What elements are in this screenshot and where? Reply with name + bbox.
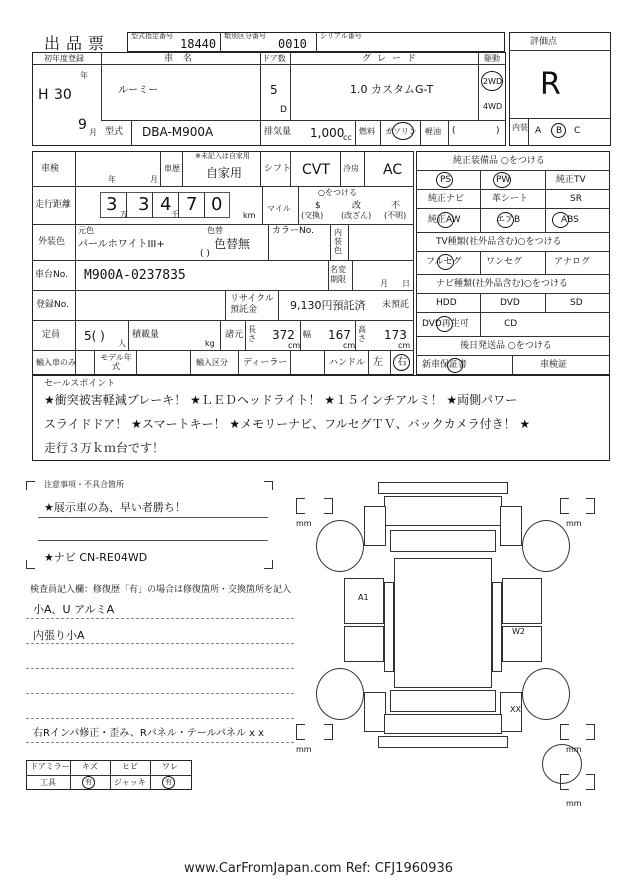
fuel: ガソリン — [385, 127, 417, 136]
sales-line-2: スライドドア！ ★スマートキー！ ★メモリーナビ、フルセグＴＶ、バックカメラ付き！ ★ — [44, 417, 531, 431]
tools-h3: ヒビ — [122, 762, 138, 771]
shift-label: シフト — [264, 164, 292, 174]
displacement: 1,000 — [310, 126, 345, 140]
year-unit: 年 — [80, 71, 88, 80]
sales-label: セールスポイント — [44, 379, 116, 389]
fuel-circle — [392, 122, 414, 140]
first-reg-label: 初年度登録 — [44, 54, 84, 63]
navi-cd: CD — [504, 319, 518, 329]
height: 173 — [384, 328, 407, 342]
oem-airbag: エアB — [496, 215, 521, 225]
oem-abs: ABS — [561, 215, 579, 225]
tv-oneseg: ワンセグ — [486, 257, 523, 267]
year: 30 — [54, 87, 72, 103]
width: 167 — [328, 328, 351, 342]
tv-fullseg-circle — [437, 254, 454, 270]
oem-ps-circle — [436, 172, 453, 188]
tools-h1: ドアミラー — [30, 762, 70, 771]
displacement-unit: cc — [343, 133, 352, 142]
month-unit: 月 — [89, 128, 97, 137]
use-note: ※未記入は自家用 — [195, 152, 250, 160]
color-paren: ( ) — [200, 249, 210, 259]
fuel-label: 燃料 — [359, 127, 375, 136]
wheel-rear-right — [522, 668, 570, 720]
reg-label: 登録No. — [36, 300, 69, 310]
door-code: D — [280, 105, 287, 115]
capacity: 5( ) — [84, 329, 105, 343]
displacement-label: 排気量 — [264, 127, 292, 137]
era: H — [38, 87, 49, 103]
mileage-digit-1: 3 — [106, 194, 118, 215]
later-cert: 車検証 — [540, 360, 568, 370]
mile-unknown: 不 — [391, 201, 401, 211]
drive-4wd: 4WD — [483, 102, 503, 111]
handle-label: ハンドル — [329, 358, 366, 368]
mileage-sen: 千 — [171, 210, 179, 219]
interior-color-label: 内装色 — [334, 228, 342, 255]
mile-tamper-sub: (改ざん) — [341, 211, 372, 220]
import-label: 輸入車のみ — [36, 358, 76, 367]
drive-2wd-circle — [481, 71, 503, 91]
car-name: ルーミー — [118, 85, 158, 96]
doors-label: ドア数 — [262, 54, 286, 63]
mileage-digit-4: 7 — [186, 194, 198, 215]
sales-line-1: ★衝突被害軽減ブレーキ！ ★ＬＥＤヘッドライト！ ★１５インチアルミ！ ★両側パワー — [44, 393, 518, 407]
mile-label: マイル — [267, 204, 291, 213]
interior-a: A — [535, 126, 542, 136]
handle-right: 右 — [397, 357, 407, 368]
fender-front-right — [500, 506, 522, 546]
import-type-label: 輸入区分 — [196, 358, 228, 367]
chassis-label: 車台No. — [35, 270, 68, 280]
mileage-digit-3: 4 — [160, 194, 172, 215]
mileage-label: 走行距離 — [35, 200, 72, 210]
width-unit: cm — [343, 341, 356, 350]
handle-left: 左 — [373, 357, 383, 368]
tire-spare-mm: mm — [566, 799, 582, 808]
car-diagram — [290, 478, 616, 814]
length-unit: cm — [288, 341, 301, 350]
wheel-spare — [542, 744, 582, 784]
model: DBA-M900A — [142, 125, 214, 139]
door-rear-left — [344, 626, 384, 662]
load-unit: kg — [205, 339, 215, 348]
height-label: 高さ — [358, 325, 366, 343]
interior-b-circle — [551, 123, 566, 138]
tools-r3: ジャッキ — [114, 778, 146, 787]
tire-fr-mm: mm — [566, 519, 582, 528]
oem-pw-circle — [493, 172, 511, 188]
recycle-none: 未預託 — [382, 300, 410, 310]
chassis: M900A-0237835 — [84, 268, 186, 283]
oem-airbag-circle — [497, 212, 514, 228]
length-label: 長さ — [248, 325, 256, 343]
interior-b: B — [556, 126, 563, 136]
recycle-label: リサイクル預託金 — [230, 294, 274, 315]
use: 自家用 — [206, 166, 243, 180]
navi-dvd-play: DVD再生可 — [422, 319, 469, 329]
interior-c: C — [574, 126, 581, 136]
model-type-no: 18440 — [180, 37, 217, 51]
color-no-label: 色替 — [207, 226, 223, 235]
length: 372 — [272, 328, 295, 342]
rear-bumper — [378, 736, 508, 748]
notes-label: 注意事項・不具合箇所 — [44, 480, 124, 489]
width-label: 幅 — [303, 330, 311, 339]
label-a1: A1 — [358, 593, 369, 602]
mileage-digit-2: 3 — [138, 194, 150, 215]
color-code-label: カラーNo. — [272, 226, 314, 236]
car-name-label: 車名 — [164, 54, 203, 64]
color-label: 外装色 — [38, 237, 66, 247]
shift: CVT — [302, 162, 330, 178]
pillar-left — [384, 582, 394, 672]
ac-label: 冷房 — [343, 164, 359, 173]
mile-tamper: 改 — [352, 201, 362, 211]
drive-2wd: 2WD — [483, 77, 503, 86]
tools-r2: 有 — [85, 778, 92, 786]
quarter-left — [364, 692, 386, 732]
oem-ps: PS — [440, 175, 452, 185]
tv-analog: アナログ — [554, 257, 591, 267]
recycle: 9,130円預託済 — [290, 299, 366, 312]
oem-aw: 純正AW — [428, 215, 461, 225]
tv-label: TV種類(社外品含む)○をつける — [436, 237, 562, 247]
load-label: 積載量 — [132, 330, 160, 340]
inspector-line-5: 右Rインパ修正・歪み、Rパネル・テールパネル x x — [33, 728, 265, 739]
label-xx: XX — [510, 705, 521, 714]
pillar-right — [492, 582, 502, 672]
inspector-line-2: 内張り小A — [33, 629, 85, 642]
handle-right-circle — [393, 354, 410, 371]
notes-line-1: ★展示車の為、早い者勝ち！ — [44, 501, 186, 514]
mileage-unit: km — [243, 211, 256, 220]
drive-label: 駆動 — [484, 54, 500, 63]
label-w2: W2 — [512, 627, 525, 636]
tire-rr-mm: mm — [566, 745, 582, 754]
tire-rl-mm: mm — [296, 745, 312, 754]
navi-dvd-play-circle — [436, 316, 453, 332]
height-unit: cm — [398, 341, 411, 350]
mileage-digit-5: 0 — [211, 194, 223, 215]
notes-line-3: ★ナビ CN-RE04WD — [44, 551, 148, 564]
inspection-label: 車検 — [41, 164, 60, 174]
roof — [394, 558, 492, 688]
dealer: ディーラー — [243, 358, 288, 368]
serial-label: シリアル番号 — [320, 32, 362, 40]
grade-label: グレード — [362, 54, 423, 64]
mileage-man: 万 — [120, 210, 128, 219]
hood — [384, 496, 502, 526]
windshield — [390, 530, 496, 552]
tools-h4: ワレ — [162, 762, 178, 771]
color-change: 色替無 — [214, 237, 251, 251]
use-label: 車歴 — [164, 164, 180, 173]
oem-sr: SR — [570, 194, 582, 204]
later-warranty-circle — [447, 358, 463, 373]
score-label: 評価点 — [530, 37, 558, 47]
name-change-day: 日 — [402, 279, 410, 288]
back-door — [384, 714, 502, 734]
capacity-unit: 人 — [118, 339, 126, 348]
mile-note: ○をつける — [318, 188, 357, 197]
orig-color: パールホワイトIII+ — [78, 239, 165, 250]
mile-swap: $ — [315, 201, 321, 211]
inspection-year: 年 — [108, 175, 116, 184]
navi-sd: SD — [570, 298, 583, 308]
tv-fullseg: フルセグ — [426, 257, 462, 267]
month: 9 — [78, 117, 87, 133]
class-label: 類別区分番号 — [224, 32, 266, 40]
tools-r4: 有 — [165, 778, 172, 786]
front-bumper — [378, 482, 508, 494]
wheel-rear-left — [316, 668, 364, 720]
rear-window — [390, 690, 496, 712]
diesel-label: 軽油 — [425, 127, 441, 136]
oem-label: 純正装備品 ○をつける — [453, 156, 545, 166]
model-type-label: 型式指定番号 — [131, 32, 173, 40]
oem-pw: PW — [496, 175, 511, 185]
watermark: www.CarFromJapan.com Ref: CFJ1960936 — [184, 861, 454, 876]
oem-aw-circle — [437, 212, 454, 228]
inspector-label: 検査員記入欄：修復歴「有」の場合は修復箇所・交換箇所を記入 — [30, 585, 292, 595]
name-change-label: 名変期限 — [330, 265, 346, 284]
later-label: 後日発送品 ○をつける — [460, 341, 552, 351]
model-year-label: モデル年式 — [100, 353, 132, 371]
navi-dvd: DVD — [500, 298, 520, 308]
oem-navi: 純正ナビ — [428, 194, 465, 204]
capacity-label: 定員 — [42, 330, 61, 340]
orig-color-label: 元色 — [78, 226, 94, 235]
score-value: R — [540, 67, 561, 102]
tools-h2: キズ — [82, 762, 98, 771]
interior-label: 内装 — [512, 123, 528, 132]
class-no: 0010 — [278, 37, 307, 51]
oem-tv: 純正TV — [556, 175, 586, 185]
wheel-front-right — [522, 520, 570, 572]
tools-r1: 工具 — [40, 778, 56, 787]
fender-front-left — [364, 506, 386, 546]
inspector-line-1: 小A、U アルミA — [33, 603, 115, 616]
later-warranty: 新車保証書 — [422, 360, 468, 370]
tools-r2-circle — [82, 776, 95, 789]
mile-unknown-sub: (不明) — [384, 211, 407, 220]
name-change-month: 月 — [380, 279, 388, 288]
door-front-right — [502, 578, 542, 624]
navi-label: ナビ種類(社外品含む)○をつける — [436, 279, 568, 289]
mile-swap-sub: (交換) — [301, 211, 324, 220]
oem-leather: 革シート — [492, 194, 529, 204]
doors: 5 — [270, 83, 278, 97]
inspection-month: 月 — [150, 175, 158, 184]
model-label: 型式 — [105, 127, 124, 137]
form-title: 出品票 — [44, 34, 111, 53]
oem-abs-circle — [552, 212, 569, 228]
wheel-front-left — [316, 520, 364, 572]
sales-line-3: 走行３万ｋｍ台です！ — [44, 441, 165, 455]
navi-hdd: HDD — [436, 298, 457, 308]
dims-label: 諸元 — [225, 330, 244, 340]
tools-r4-circle — [162, 776, 175, 789]
grade: 1.0 カスタムG-T — [350, 83, 434, 96]
ac: AC — [383, 162, 403, 178]
tire-fl-mm: mm — [296, 519, 312, 528]
